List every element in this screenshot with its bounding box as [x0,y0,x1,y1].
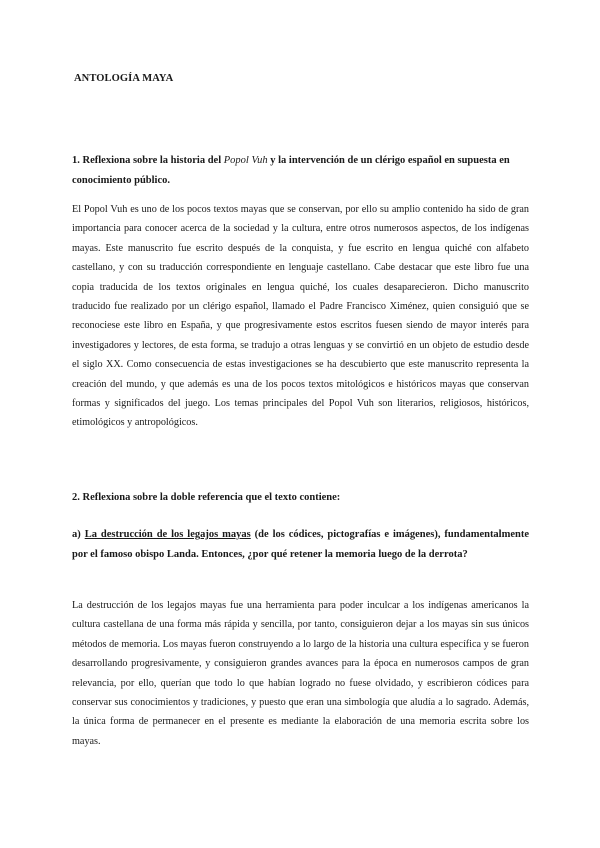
question-2a-underlined: La destrucción de los legajos mayas [84,529,251,540]
question-1-italic-title: Popol Vuh [223,155,268,166]
question-1-prefix: 1. Reflexiona sobre la historia del [72,155,224,166]
question-2a [72,525,529,565]
question-1-suffix: y la intervención de un clérigo español en supuesta en conocimiento público. [72,155,510,186]
question-2: 2. Reflexiona sobre la doble referencia que el texto contiene: [72,492,341,503]
question-2a-prefix: a) [72,529,85,540]
question-2a-suffix: (de los códices, pictografías e imágenes), fundamentalmente por el famoso obispo Landa. Entonces, ¿por qué retener la memoria luego de la derrota? [72,529,530,560]
answer-paragraph-1: El Popol Vuh es uno de los pocos textos mayas que se conservan, por ello su amplio contenido ha sido de gran importancia para conocer acerca de la sociedad y la cultura, entre otros numerosos aspectos, de los indígenas mayas. Este manuscrito fue escrito después de la conquista, y fue escrito en lengua quiché con alfabeto castellano, y con su traducción correspondiente en lenguaje castellano. Cabe destacar que este libro fue una copia traducida de los textos originales en lengua quiché, los cuales desaparecieron. Dicho manuscrito traducido fue realizado por un clérigo español, llamado el Padre Francisco Ximénez, quien consiguió que se reconociese este libro en España, y que progresivamente estos escritos fuesen siendo de mayor interés para investigadores y lectores, de esta forma, se tradujo a otras lenguas y se convirtió en un objeto de estudio desde el siglo XX. Como consecuencia de estas investigaciones se ha descubierto que este manuscrito representa la creación del mundo, y que además es una de los pocos textos mitológicos e históricos mayas que conservan formas y significados del juego. Los temas principales del Popol Vuh son literarios, religiosos, históricos, etimológicos y antropológicos. [72,204,529,429]
document-title: ANTOLOGÍA MAYA [74,73,174,84]
answer-paragraph-2: La destrucción de los legajos mayas fue una herramienta para poder inculcar a los indígenas americanos la cultura castellana de una forma más rápida y sencilla, por tanto, consiguieron dejar a los mayas sin sus únicos métodos de memoria. Los mayas fueron construyendo a lo largo de la historia una cultura específica y se fueron desarrollando progresivamente, y consiguieron grandes avances para la época en numerosos campos de gran relevancia, por ello, querían que todo lo que habían logrado no fuese olvidado, y escribieron códices para conservar sus conocimientos y tradiciones, y puesto que eran una simbología que aludía a lo sagrado. Además, la única forma de permanecer en el presente es mediante la elaboración de una memoria escrita sobre los mayas. [72,600,529,747]
question-1 [72,151,529,191]
